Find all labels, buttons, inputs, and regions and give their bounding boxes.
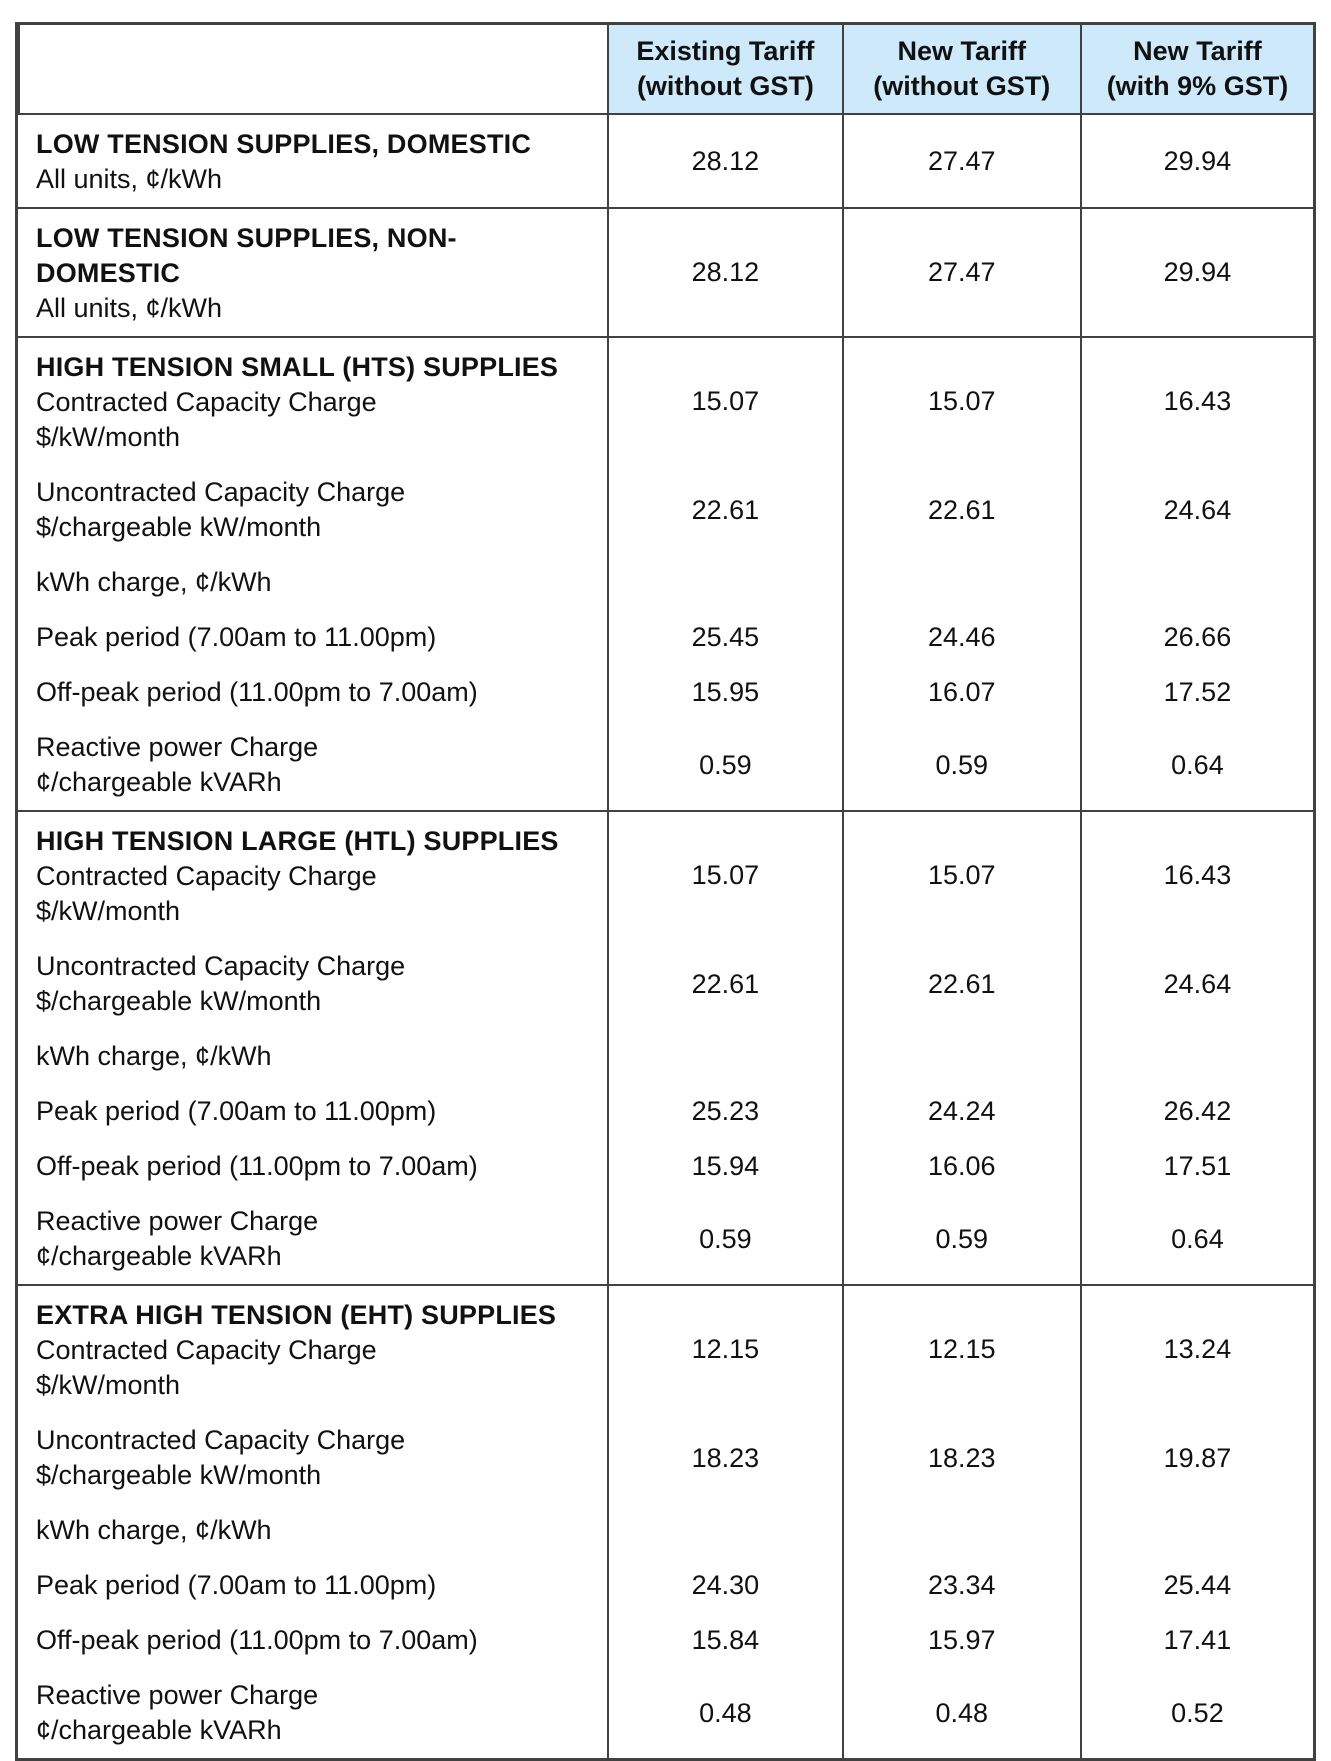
row-label-cell (18, 720, 607, 810)
section-low-tension-domestic (18, 115, 1313, 207)
value-cell: 18.23 (607, 1413, 841, 1503)
value-cell: 27.47 (842, 209, 1080, 336)
value-cell: 12.15 (607, 1286, 841, 1413)
value-cell: 0.64 (1080, 720, 1313, 810)
row-label-line: Off-peak period (11.00pm to 7.00am) (36, 1151, 478, 1181)
row-label-cell (18, 665, 607, 720)
row-label-line: Reactive power Charge (36, 1206, 319, 1236)
row-label-line: $/chargeable kW/month (36, 986, 322, 1016)
row-label-line: $/chargeable kW/month (36, 1460, 322, 1490)
value-cell: 15.07 (842, 812, 1080, 939)
value-cell: 27.47 (842, 115, 1080, 207)
row-label-line: kWh charge, ¢/kWh (36, 567, 272, 597)
row-label-cell (18, 1029, 607, 1084)
value-cell: 0.52 (1080, 1668, 1313, 1758)
row-label-cell (18, 1558, 607, 1613)
value-cell: 24.30 (607, 1558, 841, 1613)
row-label-line: Reactive power Charge (36, 732, 319, 762)
row-label-cell (18, 555, 607, 610)
value-cell (1080, 555, 1313, 610)
value-cell: 17.41 (1080, 1613, 1313, 1668)
row-label-line: $/kW/month (36, 896, 181, 926)
value-cell: 15.07 (607, 812, 841, 939)
header-new-tariff-without-gst (842, 25, 1080, 113)
row-label-cell (18, 1139, 607, 1194)
row-label-line: Peak period (7.00am to 11.00pm) (36, 1570, 437, 1600)
row-label-line: All units, ¢/kWh (36, 293, 223, 323)
section-high-tension-small (18, 336, 1313, 810)
table-row (18, 812, 1313, 939)
table-row (18, 1503, 1313, 1558)
section-low-tension-non-domestic (18, 207, 1313, 336)
value-cell: 24.64 (1080, 939, 1313, 1029)
header-empty-cell (18, 25, 607, 113)
row-label-line: Contracted Capacity Charge (36, 1335, 377, 1365)
header-line: (without GST) (873, 71, 1051, 101)
header-existing-tariff (607, 25, 841, 113)
header-line: (with 9% GST) (1106, 71, 1289, 101)
table-row (18, 555, 1313, 610)
value-cell (842, 1503, 1080, 1558)
row-label-cell (18, 1084, 607, 1139)
table-row (18, 610, 1313, 665)
row-label-cell (18, 939, 607, 1029)
row-label-line: Peak period (7.00am to 11.00pm) (36, 622, 437, 652)
row-label-line: Uncontracted Capacity Charge (36, 951, 406, 981)
table-row (18, 1029, 1313, 1084)
value-cell: 15.07 (607, 338, 841, 465)
section-title: LOW TENSION SUPPLIES, NON-DOMESTIC (36, 223, 457, 288)
header-line: Existing Tariff (636, 36, 815, 66)
value-cell: 16.43 (1080, 338, 1313, 465)
section-title: EXTRA HIGH TENSION (EHT) SUPPLIES (36, 1300, 557, 1330)
row-label-cell (18, 1668, 607, 1758)
table-header-row (18, 25, 1313, 115)
value-cell: 24.64 (1080, 465, 1313, 555)
row-label-line: ¢/chargeable kVARh (36, 767, 282, 797)
table-row (18, 1084, 1313, 1139)
value-cell: 12.15 (842, 1286, 1080, 1413)
value-cell: 24.46 (842, 610, 1080, 665)
section-title: HIGH TENSION SMALL (HTS) SUPPLIES (36, 352, 559, 382)
value-cell: 0.48 (842, 1668, 1080, 1758)
row-label-cell (18, 465, 607, 555)
row-label-line: kWh charge, ¢/kWh (36, 1515, 272, 1545)
value-cell (607, 1503, 841, 1558)
value-cell: 0.59 (842, 1194, 1080, 1284)
value-cell: 15.97 (842, 1613, 1080, 1668)
row-label-cell (18, 115, 607, 207)
header-line: New Tariff (897, 36, 1026, 66)
value-cell: 15.84 (607, 1613, 841, 1668)
table-row (18, 1558, 1313, 1613)
row-label-line: $/kW/month (36, 422, 181, 452)
table-row (18, 1668, 1313, 1758)
row-label-cell (18, 209, 607, 336)
row-label-line: Uncontracted Capacity Charge (36, 1425, 406, 1455)
table-row (18, 720, 1313, 810)
table-body (18, 115, 1313, 1758)
section-title: LOW TENSION SUPPLIES, DOMESTIC (36, 129, 532, 159)
row-label-cell (18, 1503, 607, 1558)
value-cell: 0.64 (1080, 1194, 1313, 1284)
value-cell: 29.94 (1080, 209, 1313, 336)
value-cell: 18.23 (842, 1413, 1080, 1503)
value-cell: 22.61 (607, 939, 841, 1029)
header-line: New Tariff (1133, 36, 1262, 66)
value-cell: 25.45 (607, 610, 841, 665)
value-cell: 16.43 (1080, 812, 1313, 939)
section-high-tension-large (18, 810, 1313, 1284)
header-line: (without GST) (636, 71, 814, 101)
value-cell: 13.24 (1080, 1286, 1313, 1413)
tariff-table (15, 22, 1316, 1761)
table-row (18, 939, 1313, 1029)
value-cell (842, 555, 1080, 610)
value-cell: 25.23 (607, 1084, 841, 1139)
value-cell (1080, 1503, 1313, 1558)
value-cell: 0.59 (607, 720, 841, 810)
row-label-line: Off-peak period (11.00pm to 7.00am) (36, 677, 478, 707)
row-label-line: Uncontracted Capacity Charge (36, 477, 406, 507)
row-label-cell (18, 1194, 607, 1284)
value-cell: 15.94 (607, 1139, 841, 1194)
table-row (18, 1194, 1313, 1284)
table-row (18, 338, 1313, 465)
value-cell: 0.59 (607, 1194, 841, 1284)
table-row (18, 665, 1313, 720)
value-cell: 16.07 (842, 665, 1080, 720)
row-label-line: Off-peak period (11.00pm to 7.00am) (36, 1625, 478, 1655)
value-cell (607, 555, 841, 610)
row-label-line: Contracted Capacity Charge (36, 861, 377, 891)
value-cell (842, 1029, 1080, 1084)
value-cell: 29.94 (1080, 115, 1313, 207)
value-cell: 0.59 (842, 720, 1080, 810)
value-cell: 15.95 (607, 665, 841, 720)
row-label-line: ¢/chargeable kVARh (36, 1241, 282, 1271)
value-cell: 22.61 (607, 465, 841, 555)
row-label-line: kWh charge, ¢/kWh (36, 1041, 272, 1071)
row-label-cell (18, 812, 607, 939)
value-cell (607, 1029, 841, 1084)
value-cell: 24.24 (842, 1084, 1080, 1139)
table-row (18, 465, 1313, 555)
row-label-cell (18, 338, 607, 465)
value-cell: 17.52 (1080, 665, 1313, 720)
row-label-line: All units, ¢/kWh (36, 164, 223, 194)
row-label-line: Contracted Capacity Charge (36, 387, 377, 417)
value-cell: 16.06 (842, 1139, 1080, 1194)
row-label-cell (18, 1286, 607, 1413)
row-label-line: Reactive power Charge (36, 1680, 319, 1710)
row-label-line: ¢/chargeable kVARh (36, 1715, 282, 1745)
value-cell: 26.66 (1080, 610, 1313, 665)
value-cell: 19.87 (1080, 1413, 1313, 1503)
value-cell: 23.34 (842, 1558, 1080, 1613)
row-label-cell (18, 1413, 607, 1503)
value-cell: 26.42 (1080, 1084, 1313, 1139)
row-label-line: $/chargeable kW/month (36, 512, 322, 542)
value-cell: 15.07 (842, 338, 1080, 465)
value-cell: 17.51 (1080, 1139, 1313, 1194)
section-extra-high-tension (18, 1284, 1313, 1758)
row-label-cell (18, 610, 607, 665)
value-cell: 28.12 (607, 209, 841, 336)
value-cell: 25.44 (1080, 1558, 1313, 1613)
section-title: HIGH TENSION LARGE (HTL) SUPPLIES (36, 826, 559, 856)
table-row (18, 115, 1313, 207)
table-row (18, 209, 1313, 336)
value-cell: 0.48 (607, 1668, 841, 1758)
row-label-line: Peak period (7.00am to 11.00pm) (36, 1096, 437, 1126)
header-new-tariff-with-gst (1080, 25, 1313, 113)
table-row (18, 1413, 1313, 1503)
table-row (18, 1613, 1313, 1668)
row-label-cell (18, 1613, 607, 1668)
row-label-line: $/kW/month (36, 1370, 181, 1400)
table-row (18, 1286, 1313, 1413)
value-cell: 22.61 (842, 465, 1080, 555)
table-row (18, 1139, 1313, 1194)
value-cell: 28.12 (607, 115, 841, 207)
value-cell (1080, 1029, 1313, 1084)
value-cell: 22.61 (842, 939, 1080, 1029)
